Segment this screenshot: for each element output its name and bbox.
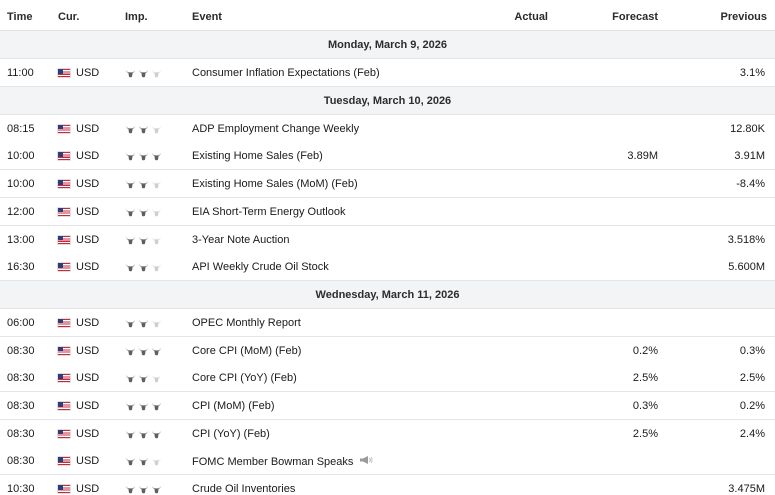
event-forecast: 3.89M bbox=[627, 150, 658, 163]
us-flag-icon bbox=[58, 263, 70, 271]
importance-rating bbox=[125, 151, 165, 161]
table-row[interactable] bbox=[0, 198, 775, 226]
event-name[interactable]: Core CPI (MoM) (Feb) bbox=[192, 344, 302, 357]
bull-icon bbox=[138, 484, 149, 494]
bull-icon bbox=[138, 151, 149, 161]
event-currency: USD bbox=[76, 316, 100, 329]
importance-rating bbox=[125, 429, 165, 439]
importance-rating bbox=[125, 179, 165, 189]
bull-icon bbox=[151, 318, 162, 328]
importance-rating bbox=[125, 207, 165, 217]
event-previous: 3.91M bbox=[734, 150, 765, 163]
date-separator bbox=[0, 281, 775, 309]
bull-icon bbox=[125, 373, 136, 383]
date-label: Monday, March 9, 2026 bbox=[327, 39, 447, 51]
table-header bbox=[0, 0, 775, 31]
bull-icon bbox=[151, 68, 162, 78]
bull-icon bbox=[151, 179, 162, 189]
megaphone-icon bbox=[359, 455, 374, 469]
us-flag-icon bbox=[58, 430, 70, 438]
us-flag-icon bbox=[58, 236, 70, 244]
us-flag-icon bbox=[58, 374, 70, 382]
bull-icon bbox=[125, 262, 136, 272]
event-name[interactable]: CPI (MoM) (Feb) bbox=[192, 400, 275, 412]
event-previous: 0.3% bbox=[739, 344, 765, 357]
event-name[interactable]: CPI (YoY) (Feb) bbox=[192, 427, 270, 440]
event-time: 10:00 bbox=[7, 150, 35, 163]
us-flag-icon bbox=[58, 152, 70, 160]
event-previous: 0.2% bbox=[739, 400, 765, 412]
event-currency: USD bbox=[76, 67, 100, 79]
event-name[interactable]: API Weekly Crude Oil Stock bbox=[192, 261, 329, 274]
header-actual[interactable]: Actual bbox=[514, 11, 548, 23]
bull-icon bbox=[125, 318, 136, 328]
header-currency[interactable]: Cur. bbox=[58, 11, 80, 23]
date-separator bbox=[0, 87, 775, 115]
bull-icon bbox=[151, 401, 162, 411]
bull-icon bbox=[125, 151, 136, 161]
event-currency: USD bbox=[76, 233, 100, 246]
event-currency: USD bbox=[76, 261, 100, 274]
table-row[interactable] bbox=[0, 59, 775, 87]
importance-rating bbox=[125, 346, 165, 356]
event-name[interactable]: Core CPI (YoY) (Feb) bbox=[192, 372, 297, 385]
event-name[interactable]: OPEC Monthly Report bbox=[192, 316, 301, 329]
us-flag-icon bbox=[58, 125, 70, 133]
event-time: 12:00 bbox=[7, 205, 35, 218]
event-name[interactable]: Crude Oil Inventories bbox=[192, 483, 296, 495]
importance-rating bbox=[125, 262, 165, 272]
event-name[interactable]: Consumer Inflation Expectations (Feb) bbox=[192, 67, 380, 79]
bull-icon bbox=[138, 456, 149, 466]
event-time: 08:30 bbox=[7, 372, 35, 385]
event-currency: USD bbox=[76, 427, 100, 440]
bull-icon bbox=[138, 373, 149, 383]
event-previous: -8.4% bbox=[736, 178, 765, 191]
event-name[interactable]: Existing Home Sales (MoM) (Feb) bbox=[192, 178, 358, 191]
event-time: 06:00 bbox=[7, 316, 35, 329]
bull-icon bbox=[151, 262, 162, 272]
bull-icon bbox=[138, 68, 149, 78]
event-name[interactable]: EIA Short-Term Energy Outlook bbox=[192, 205, 346, 218]
importance-rating bbox=[125, 373, 165, 383]
importance-rating bbox=[125, 401, 165, 411]
bull-icon bbox=[151, 235, 162, 245]
event-forecast: 0.2% bbox=[632, 344, 658, 357]
event-time: 11:00 bbox=[7, 67, 34, 79]
bull-icon bbox=[125, 429, 136, 439]
bull-icon bbox=[138, 429, 149, 439]
importance-rating bbox=[125, 484, 165, 494]
bull-icon bbox=[138, 179, 149, 189]
event-previous: 3.1% bbox=[739, 67, 765, 79]
event-name-cell[interactable] bbox=[192, 455, 374, 469]
bull-icon bbox=[151, 484, 162, 494]
date-label: Tuesday, March 10, 2026 bbox=[323, 94, 452, 107]
bull-icon bbox=[125, 346, 136, 356]
event-currency: USD bbox=[76, 344, 100, 357]
event-previous: 2.5% bbox=[739, 372, 765, 385]
event-currency: USD bbox=[76, 400, 100, 412]
event-time: 10:30 bbox=[7, 483, 35, 495]
bull-icon bbox=[125, 179, 136, 189]
bull-icon bbox=[151, 124, 162, 134]
header-forecast[interactable]: Forecast bbox=[612, 11, 658, 23]
header-event[interactable]: Event bbox=[192, 11, 222, 23]
us-flag-icon bbox=[58, 402, 70, 410]
event-currency: USD bbox=[76, 483, 100, 495]
event-time: 10:00 bbox=[7, 178, 35, 191]
bull-icon bbox=[151, 429, 162, 439]
event-time: 08:30 bbox=[7, 400, 35, 412]
table-row[interactable] bbox=[0, 226, 775, 254]
bull-icon bbox=[151, 456, 162, 466]
bull-icon bbox=[138, 262, 149, 272]
table-row[interactable] bbox=[0, 364, 775, 392]
us-flag-icon bbox=[58, 208, 70, 216]
bull-icon bbox=[125, 124, 136, 134]
importance-rating bbox=[125, 124, 165, 134]
event-previous: 3.518% bbox=[727, 233, 765, 246]
us-flag-icon bbox=[58, 347, 70, 355]
event-currency: USD bbox=[76, 122, 100, 135]
bull-icon bbox=[151, 346, 162, 356]
bull-icon bbox=[125, 456, 136, 466]
event-previous: 12.80K bbox=[730, 122, 765, 135]
table-row[interactable] bbox=[0, 309, 775, 337]
event-forecast: 0.3% bbox=[632, 400, 658, 412]
table-row[interactable] bbox=[0, 447, 775, 475]
bull-icon bbox=[138, 401, 149, 411]
bull-icon bbox=[138, 346, 149, 356]
event-currency: USD bbox=[76, 372, 100, 385]
event-name[interactable]: ADP Employment Change Weekly bbox=[192, 122, 360, 135]
event-previous: 3.475M bbox=[728, 483, 765, 495]
event-time: 16:30 bbox=[7, 261, 35, 274]
table-row[interactable] bbox=[0, 170, 775, 198]
table-row[interactable] bbox=[0, 337, 775, 365]
event-name[interactable]: FOMC Member Bowman Speaks bbox=[192, 456, 354, 469]
bull-icon bbox=[125, 401, 136, 411]
event-name[interactable]: 3-Year Note Auction bbox=[192, 233, 290, 246]
table-row[interactable] bbox=[0, 420, 775, 448]
event-forecast: 2.5% bbox=[632, 372, 658, 385]
bull-icon bbox=[125, 68, 136, 78]
date-separator bbox=[0, 31, 775, 59]
us-flag-icon bbox=[58, 457, 70, 465]
table-row[interactable] bbox=[0, 475, 775, 495]
importance-rating bbox=[125, 318, 165, 328]
bull-icon bbox=[138, 207, 149, 217]
bull-icon bbox=[138, 235, 149, 245]
bull-icon bbox=[125, 207, 136, 217]
us-flag-icon bbox=[58, 69, 70, 77]
table-row[interactable] bbox=[0, 115, 775, 143]
bull-icon bbox=[138, 124, 149, 134]
event-currency: USD bbox=[76, 205, 100, 218]
header-time[interactable]: Time bbox=[7, 11, 33, 23]
event-time: 08:30 bbox=[7, 455, 35, 468]
bull-icon bbox=[125, 235, 136, 245]
us-flag-icon bbox=[58, 319, 70, 327]
event-currency: USD bbox=[76, 178, 100, 191]
event-time: 13:00 bbox=[7, 233, 35, 246]
importance-rating bbox=[125, 68, 165, 78]
event-currency: USD bbox=[76, 150, 100, 163]
bull-icon bbox=[125, 484, 136, 494]
bull-icon bbox=[151, 151, 162, 161]
event-time: 08:30 bbox=[7, 344, 35, 357]
bull-icon bbox=[151, 207, 162, 217]
event-time: 08:15 bbox=[7, 122, 35, 135]
event-name[interactable]: Existing Home Sales (Feb) bbox=[192, 150, 323, 163]
bull-icon bbox=[138, 318, 149, 328]
date-label: Wednesday, March 11, 2026 bbox=[315, 288, 460, 301]
table-row[interactable] bbox=[0, 392, 775, 420]
header-importance[interactable]: Imp. bbox=[125, 11, 148, 23]
event-time: 08:30 bbox=[7, 427, 35, 440]
event-currency: USD bbox=[76, 455, 100, 468]
us-flag-icon bbox=[58, 485, 70, 493]
event-previous: 2.4% bbox=[739, 427, 765, 440]
table-row[interactable] bbox=[0, 142, 775, 170]
bull-icon bbox=[151, 373, 162, 383]
us-flag-icon bbox=[58, 180, 70, 188]
event-forecast: 2.5% bbox=[632, 427, 658, 440]
header-previous[interactable]: Previous bbox=[720, 11, 767, 23]
importance-rating bbox=[125, 456, 165, 466]
event-previous: 5.600M bbox=[728, 261, 765, 274]
importance-rating bbox=[125, 235, 165, 245]
table-row[interactable] bbox=[0, 253, 775, 281]
